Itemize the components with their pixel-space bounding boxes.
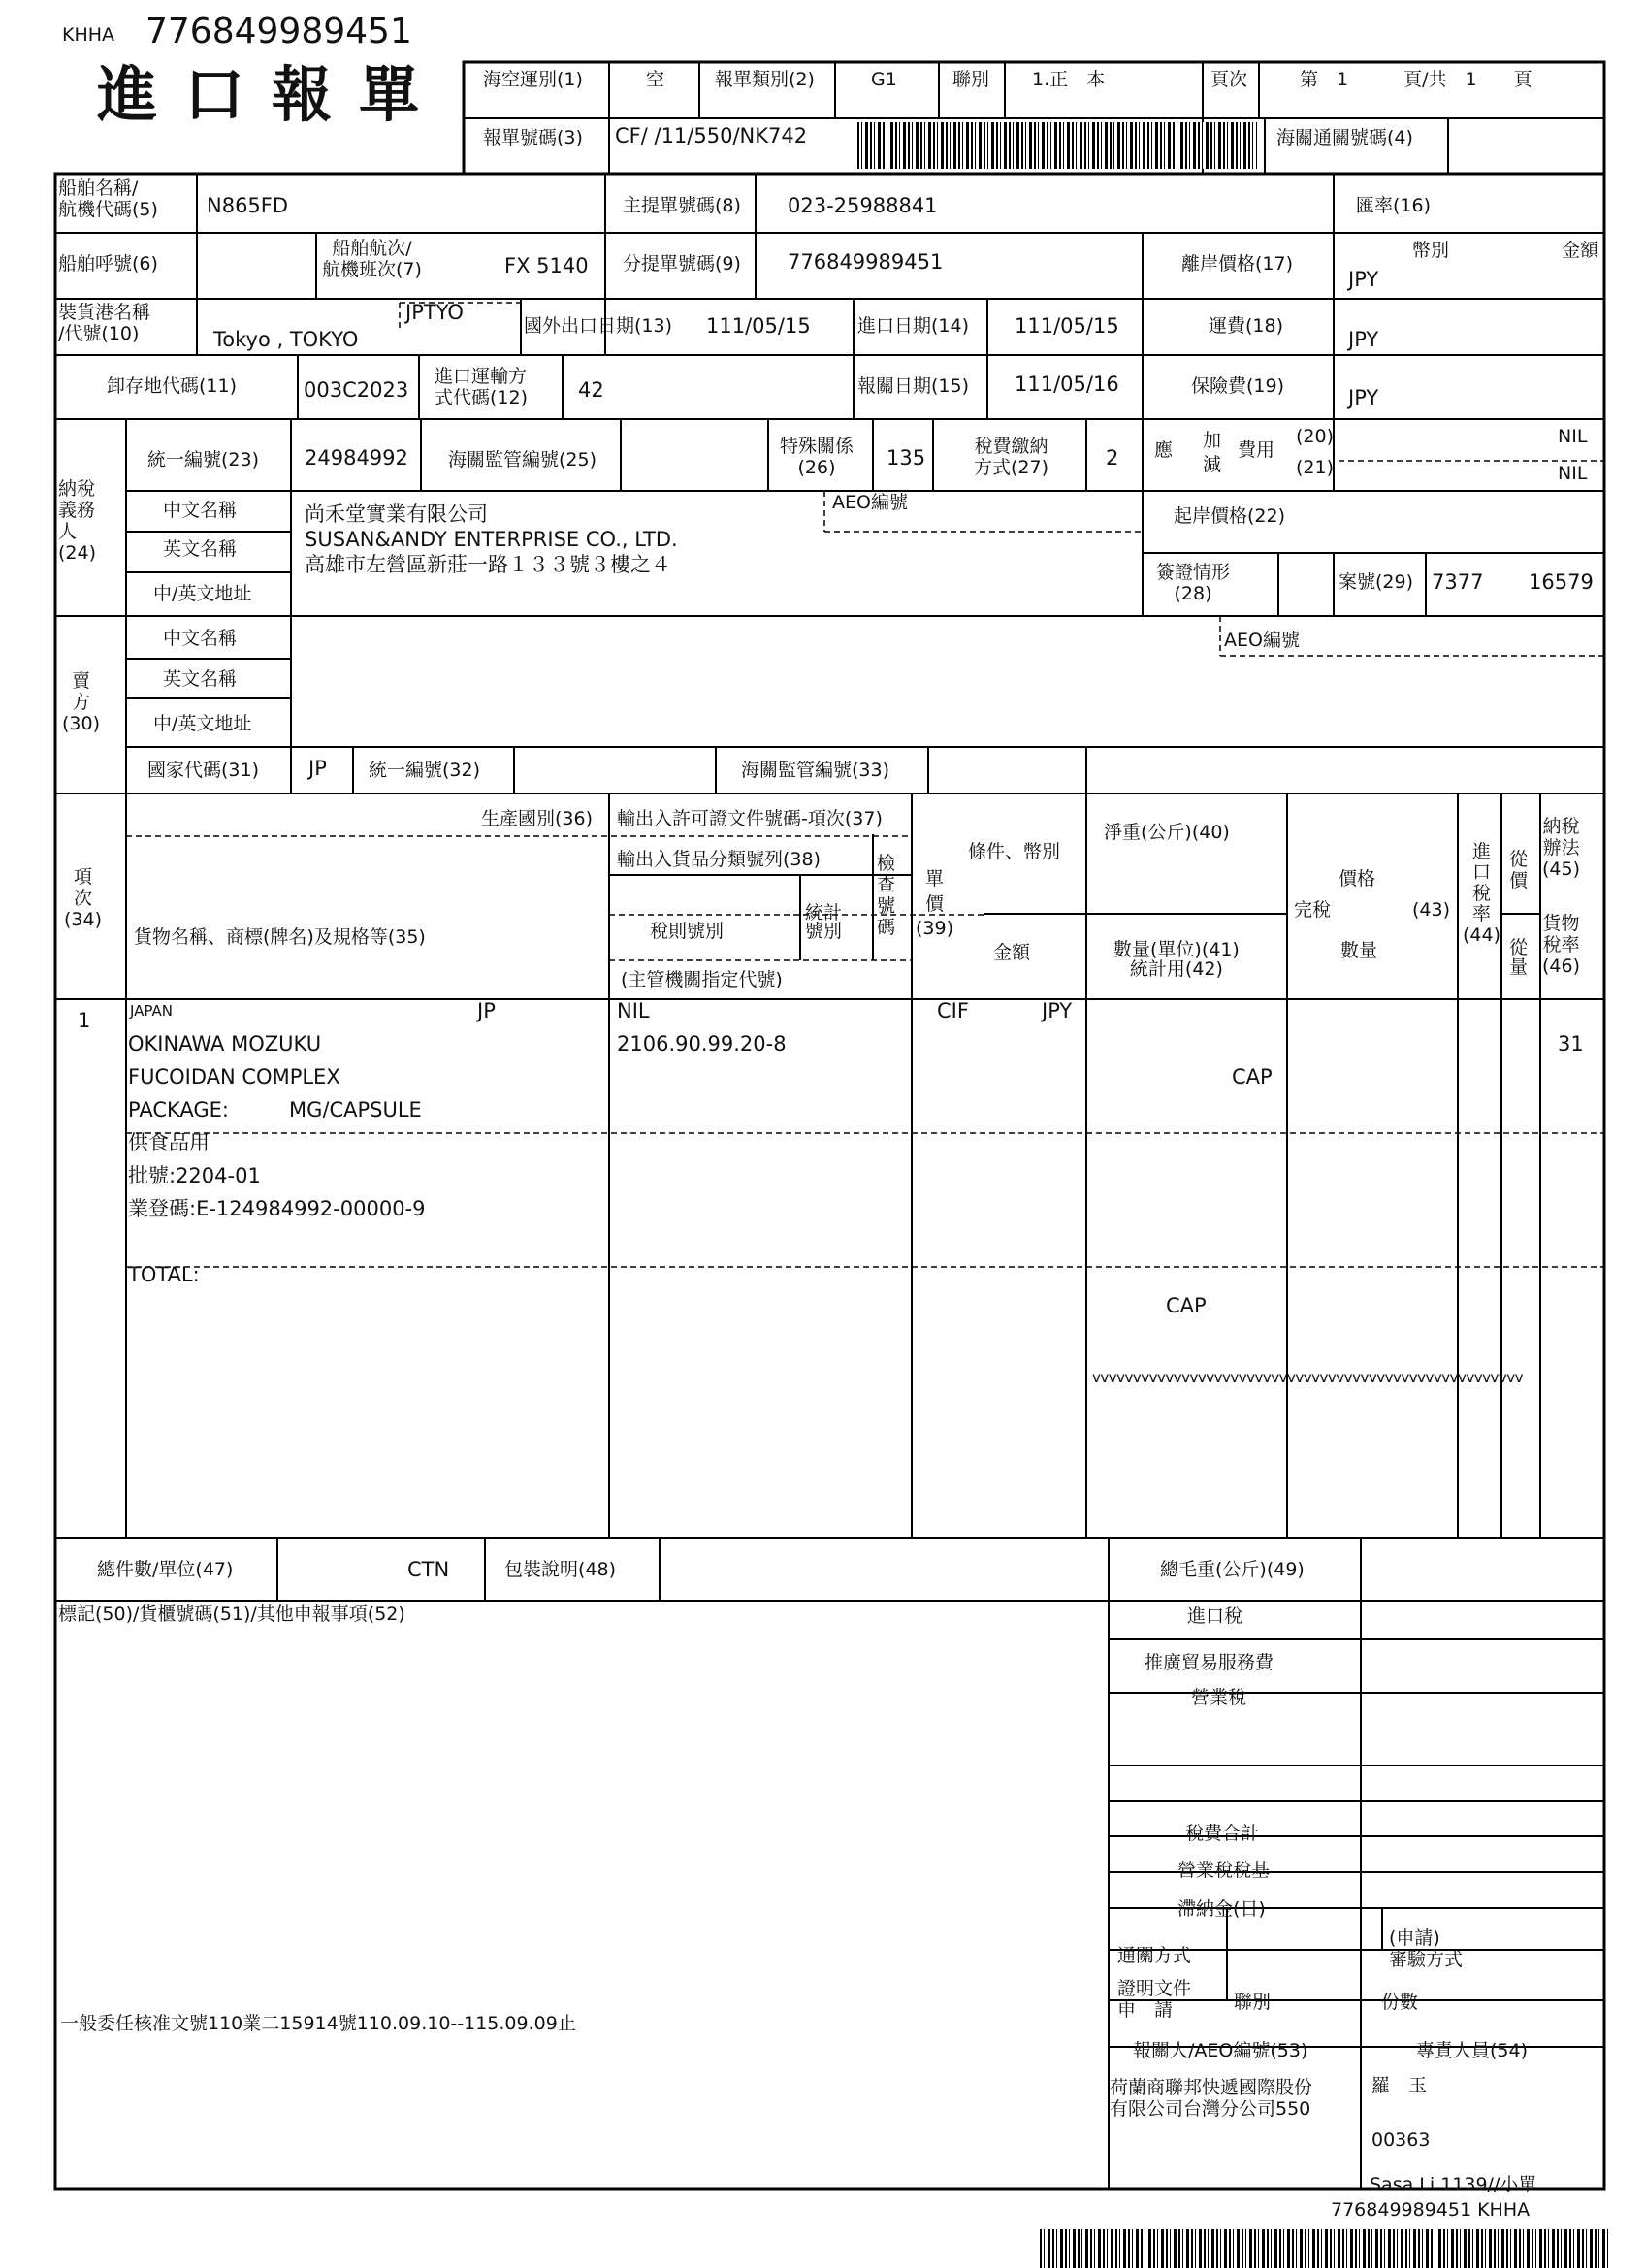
col-tariff-no: 稅則號別 (650, 921, 725, 942)
seller-en-name-label: 英文名稱 (163, 668, 238, 690)
seller-cn-name-label: 中文名稱 (163, 628, 238, 649)
payment-value: 2 (1106, 446, 1119, 470)
business-tax-label: 營業稅 (1191, 1687, 1247, 1708)
copies-label: 份數 (1381, 1992, 1419, 2013)
seller-section-label: 賣 方 (30) (62, 670, 101, 734)
decl-no-label: 報單號碼(3) (483, 127, 583, 148)
item-origin: JP (477, 999, 496, 1022)
page-value: 第 1 頁/共 1 頁 (1300, 69, 1532, 90)
nil-2: NIL (1558, 463, 1588, 484)
item-line-6: 業登碼:E-124984992-00000-9 (128, 1197, 426, 1220)
col-goods-tax-rate: 貨物 稅率 (46) (1542, 913, 1581, 977)
col-item-no: 項 次 (34) (64, 866, 103, 930)
adj-fee-label: 費用 (1238, 439, 1275, 461)
seller-ubn-label: 統一編號(32) (369, 760, 481, 781)
col-authority: (主管機關指定代號) (621, 969, 783, 990)
port-name: Tokyo , TOKYO (213, 328, 359, 351)
special-value: 135 (887, 446, 926, 470)
importer-section-label: 納稅 義務 人 (24) (58, 478, 97, 564)
item-tariff: 2106.90.99.20-8 (617, 1032, 787, 1055)
decl-date-value: 111/05/16 (1015, 373, 1119, 396)
sea-air-value: 空 (646, 69, 665, 90)
copy-value: 1.正 本 (1032, 69, 1106, 90)
tax-total-label: 稅費合計 (1185, 1823, 1260, 1844)
port-label: 裝貨港名稱 /代號(10) (58, 302, 151, 344)
col-tax-method: 納稅 辦法 (45) (1542, 816, 1581, 880)
col-origin: 生產國別(36) (481, 808, 594, 829)
amount-label: 金額 (1562, 240, 1599, 261)
col-price-43: (43) (1412, 899, 1451, 921)
visa-label: 簽證情形 (28) (1156, 562, 1231, 604)
sea-air-label: 海空運別(1) (483, 69, 583, 90)
gross-label: 總毛重(公斤)(49) (1160, 1559, 1305, 1580)
insurance-label: 保險費(19) (1191, 375, 1285, 397)
col-class-no: 輸出入貨品分類號列(38) (617, 849, 822, 870)
col-quantity: 數量(單位)(41) 統計用(42) (1113, 939, 1240, 980)
seller-aeo-label: AEO編號 (1224, 630, 1300, 651)
callsign-label: 船舶呼號(6) (58, 253, 158, 275)
currency-2: JPY (1348, 328, 1379, 351)
item-no: 1 (78, 1009, 91, 1032)
col-amount: 金額 (993, 942, 1031, 963)
decl-date-label: 報關日期(15) (857, 375, 970, 397)
item-line-5: 批號:2204-01 (128, 1164, 261, 1187)
trade-fee-label: 推廣貿易服務費 (1145, 1652, 1274, 1673)
broker-name: 荷蘭商聯邦快遞國際股份 有限公司台灣分公司550 (1110, 2077, 1313, 2120)
import-date-value: 111/05/15 (1015, 314, 1119, 338)
voyage-value: FX 5140 (504, 254, 589, 277)
master-bl-label: 主提單號碼(8) (623, 195, 741, 216)
col-terms: 條件、幣別 (968, 841, 1061, 862)
staff-name: 羅 玉 (1371, 2075, 1428, 2096)
total-unit: CAP (1166, 1294, 1207, 1317)
note-1: Sasa Li 1139//小單 (1370, 2174, 1537, 2195)
tax-base-label: 營業稅稅基 (1177, 1860, 1271, 1881)
staff-code: 00363 (1371, 2129, 1431, 2151)
decl-no-value: CF/ /11/550/NK742 (615, 124, 808, 147)
col-goods: 貨物名稱、商標(牌名)及規格等(35) (134, 926, 426, 948)
packing-label: 包裝說明(48) (504, 1559, 617, 1580)
country-label: 國家代碼(31) (147, 760, 260, 781)
fob-label: 離岸價格(17) (1181, 253, 1294, 275)
item-unit: CAP (1232, 1065, 1273, 1088)
master-bl-value: 023-25988841 (788, 194, 938, 217)
item-line-3b: MG/CAPSULE (289, 1098, 422, 1121)
packages-unit: CTN (407, 1558, 450, 1581)
storage-label: 卸存地代碼(11) (107, 375, 238, 397)
col-price-qty: 數量 (1340, 940, 1378, 961)
importer-ubn-value: 24984992 (305, 446, 408, 470)
export-date-label: 國外出口日期(13) (524, 315, 673, 337)
importer-supervision-label: 海關監管編號(25) (448, 449, 597, 470)
total-label: TOTAL: (128, 1263, 200, 1286)
item-permit: NIL (617, 999, 650, 1022)
import-date-label: 進口日期(14) (857, 315, 970, 337)
col-net-weight: 淨重(公斤)(40) (1104, 822, 1230, 843)
col-duty-paid: 完稅 (1294, 899, 1332, 921)
adj-label-1: 應 (1154, 439, 1174, 461)
case-value-2: 16579 (1529, 570, 1594, 594)
seller-addr-label: 中/英文地址 (153, 713, 252, 734)
vessel-label: 船舶名稱/ 航機代碼(5) (58, 178, 158, 220)
item-currency: JPY (1042, 999, 1073, 1022)
note-2: 776849989451 KHHA (1331, 2199, 1531, 2220)
item-line-3: PACKAGE: (128, 1098, 229, 1121)
col-permit: 輸出入許可證文件號碼-項次(37) (617, 808, 883, 829)
copy-label: 聯別 (952, 69, 990, 90)
voyage-label: 船舶航次/ 航機班次(7) (322, 238, 422, 280)
decl-type-label: 報單類別(2) (715, 69, 815, 90)
case-label: 案號(29) (1339, 571, 1414, 593)
page-title: 進口報單 (97, 59, 447, 130)
col-ad-val: 從 價 (1509, 849, 1529, 891)
page-label: 頁次 (1210, 69, 1248, 90)
col-specific: 從 量 (1509, 937, 1529, 978)
broker-label: 報關人/AEO編號(53) (1133, 2040, 1308, 2061)
col-duty-rate: 進 口 稅 率 (44) (1463, 841, 1501, 946)
importer-aeo-label: AEO編號 (832, 492, 908, 513)
cert-doc-label: 證明文件 申 請 (1117, 1978, 1192, 2021)
importer-cn-name: 尚禾堂實業有限公司 (305, 502, 488, 526)
stop-mark: vvvvvvvvvvvvvvvvvvvvvvvvvvvvvvvvvvvvvvvvvvvvvvvvvvvvv (1092, 1369, 1523, 1386)
special-label: 特殊關係 (26) (780, 436, 855, 478)
import-duty-label: 進口稅 (1187, 1605, 1243, 1627)
importer-addr-label: 中/英文地址 (153, 583, 252, 604)
storage-value: 003C2023 (304, 378, 409, 402)
currency-label: 幣別 (1412, 240, 1450, 261)
importer-ubn-label: 統一編號(23) (147, 449, 260, 470)
mode-label: 進口運輸方 式代碼(12) (435, 366, 529, 408)
export-date-value: 111/05/15 (706, 314, 811, 338)
seller-supervision-label: 海關監管編號(33) (741, 760, 890, 781)
currency-3: JPY (1348, 386, 1379, 409)
decl-type-value: G1 (871, 69, 897, 90)
adj-label-2: 加 減 (1203, 430, 1222, 475)
barcode-bottom (1040, 2229, 1608, 2268)
clearance-label: 通關方式 (1117, 1945, 1192, 1966)
case-value-1: 7377 (1432, 570, 1484, 594)
currency-1: JPY (1348, 268, 1379, 291)
importer-cn-name-label: 中文名稱 (163, 500, 238, 521)
col-check: 檢 查 號 碼 (877, 853, 896, 938)
exrate-label: 匯率(16) (1356, 195, 1432, 216)
item-line-1: OKINAWA MOZUKU (128, 1032, 322, 1055)
payment-label: 稅費繳納 方式(27) (974, 436, 1049, 478)
item-tax-method: 31 (1558, 1032, 1584, 1055)
importer-addr: 高雄市左營區新莊一路１３３號３樓之４ (305, 553, 671, 576)
port-code: JPTYO (405, 301, 464, 324)
item-terms: CIF (937, 999, 969, 1022)
marks-label: 標記(50)/貨櫃號碼(51)/其他申報事項(52) (58, 1604, 405, 1625)
importer-en-name: SUSAN&ANDY ENTERPRISE CO., LTD. (305, 528, 678, 551)
house-bl-label: 分提單號碼(9) (623, 253, 741, 275)
country-value: JP (308, 757, 327, 780)
cif-label: 起岸價格(22) (1174, 505, 1286, 527)
item-origin-small: JAPAN (130, 1002, 173, 1020)
inspection-label: (申請) 審驗方式 (1389, 1928, 1464, 1970)
copy-type-label: 聯別 (1234, 1992, 1272, 2013)
house-bl-value: 776849989451 (788, 250, 944, 274)
adj-20: (20) (1296, 426, 1335, 447)
staff-label: 專責人員(54) (1416, 2040, 1529, 2061)
barcode-top (857, 122, 1257, 169)
importer-en-name-label: 英文名稱 (163, 538, 238, 560)
authorization-note: 一般委任核准文號110業二15914號110.09.10--115.09.09止 (60, 2013, 576, 2034)
vessel-value: N865FD (207, 194, 289, 217)
nil-1: NIL (1558, 426, 1588, 447)
packages-label: 總件數/單位(47) (97, 1559, 234, 1580)
customs-code-label: 海關通關號碼(4) (1276, 127, 1413, 148)
item-line-2: FUCOIDAN COMPLEX (128, 1065, 340, 1088)
late-fee-label: 滯納金(日) (1177, 1898, 1266, 1920)
top-number: 776849989451 (145, 12, 412, 51)
adj-21: (21) (1296, 457, 1335, 478)
mode-value: 42 (578, 378, 604, 402)
col-price: 價格 (1339, 868, 1376, 890)
freight-label: 運費(18) (1209, 315, 1284, 337)
top-code: KHHA (62, 24, 115, 46)
col-stat-no: 統計 號別 (805, 902, 843, 942)
item-line-4: 供食品用 (128, 1131, 210, 1154)
col-unit-price: 單 價 (39) (916, 868, 954, 940)
